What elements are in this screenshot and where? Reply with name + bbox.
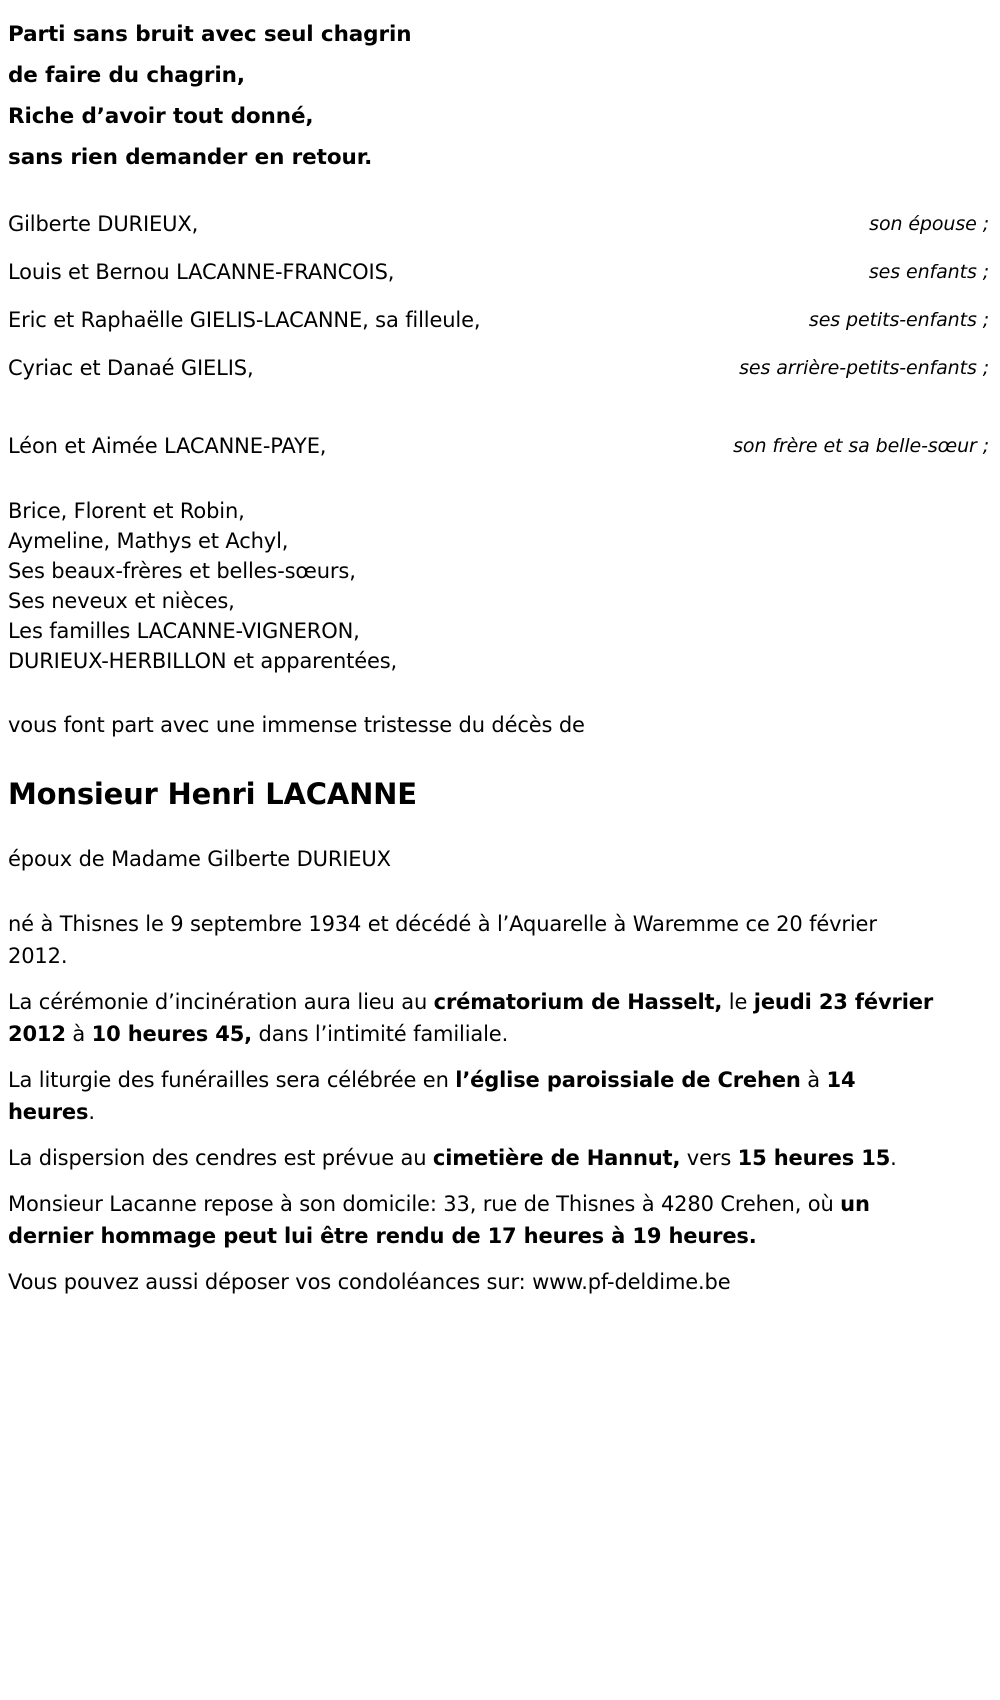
repose-visiting-hours: un dernier hommage peut lui être rendu de 17 heures à 19 heures. (8, 1192, 870, 1248)
dispersion-venue: cimetière de Hannut, (432, 1146, 681, 1170)
list-item: DURIEUX-HERBILLON et apparentées, (8, 649, 398, 673)
poem-line-1: Parti sans bruit avec seul chagrin (8, 22, 412, 47)
family-relation-label: ses enfants ; (868, 261, 989, 283)
cremation-text-4: dans l’intimité familiale. (251, 1022, 509, 1046)
repose-text-1: Monsieur Lacanne repose à son domicile: 33, rue de Thisnes à 4280 Crehen, où (8, 1192, 841, 1216)
liturgy-text-3: . (88, 1100, 95, 1124)
condolences-text: Vous pouvez aussi déposer vos condoléances sur: www.pf-deldime.be (8, 1270, 731, 1294)
list-item: Les familles LACANNE-VIGNERON, (8, 619, 360, 643)
condolences-paragraph (8, 1266, 936, 1298)
memorial-poem (8, 14, 992, 178)
announcement-intro: vous font part avec une immense tristesse du décès de (8, 713, 585, 737)
dispersion-text-2: vers (680, 1146, 738, 1170)
cremation-text-2: le (722, 990, 754, 1014)
list-item: Ses beaux-frères et belles-sœurs, (8, 559, 356, 583)
dispersion-text-3: . (890, 1146, 897, 1170)
list-item: Brice, Florent et Robin, (8, 499, 245, 523)
spouse-line: époux de Madame Gilberte DURIEUX (8, 847, 391, 871)
dispersion-text-1: La dispersion des cendres est prévue au (8, 1146, 433, 1170)
list-item: Aymeline, Mathys et Achyl, (8, 529, 289, 553)
cremation-date: jeudi 23 février 2012 (8, 990, 934, 1046)
family-row (8, 248, 992, 296)
family-member-name: Léon et Aimée LACANNE-PAYE, (8, 434, 327, 458)
family-relation-label: son épouse ; (869, 213, 989, 235)
ceremony-details (8, 908, 992, 1298)
list-item: Ses neveux et nièces, (8, 589, 235, 613)
cremation-paragraph (8, 986, 936, 1050)
dispersion-paragraph (8, 1142, 936, 1174)
cremation-venue: crématorium de Hasselt, (433, 990, 723, 1014)
family-listing (8, 200, 992, 470)
family-member-name: Cyriac et Danaé GIELIS, (8, 356, 254, 380)
cremation-time: 10 heures 45, (91, 1022, 252, 1046)
liturgy-venue: l’église paroissiale de Crehen (455, 1068, 801, 1092)
liturgy-time: 14 heures (8, 1068, 856, 1124)
birth-death-text: né à Thisnes le 9 septembre 1934 et décédé à l’Aquarelle à Waremme ce 20 février 2012. (8, 912, 877, 968)
cremation-text-1: La cérémonie d’incinération aura lieu au (8, 990, 434, 1014)
family-row (8, 200, 992, 248)
family-row (8, 296, 992, 344)
family-member-name: Gilberte DURIEUX, (8, 212, 199, 236)
repose-paragraph (8, 1188, 936, 1252)
family-member-name: Louis et Bernou LACANNE-FRANCOIS, (8, 260, 395, 284)
deceased-name: Monsieur Henri LACANNE (8, 777, 417, 811)
extended-relatives-list (8, 496, 992, 676)
birth-death-paragraph (8, 908, 936, 972)
dispersion-time: 15 heures 15 (737, 1146, 891, 1170)
liturgy-text-2: à (800, 1068, 827, 1092)
poem-line-3: Riche d’avoir tout donné, (8, 104, 314, 129)
liturgy-paragraph (8, 1064, 936, 1128)
family-relation-label: son frère et sa belle-sœur ; (733, 435, 989, 457)
family-row (8, 422, 992, 470)
cremation-text-3: à (65, 1022, 92, 1046)
poem-line-2: de faire du chagrin, (8, 63, 245, 88)
family-relation-label: ses arrière-petits-enfants ; (739, 357, 989, 379)
family-member-name: Eric et Raphaëlle GIELIS-LACANNE, sa filleule, (8, 308, 481, 332)
family-spacer (8, 392, 992, 422)
poem-line-4: sans rien demander en retour. (8, 145, 373, 170)
family-relation-label: ses petits-enfants ; (808, 309, 989, 331)
liturgy-text-1: La liturgie des funérailles sera célébrée en (8, 1068, 456, 1092)
family-row (8, 344, 992, 392)
